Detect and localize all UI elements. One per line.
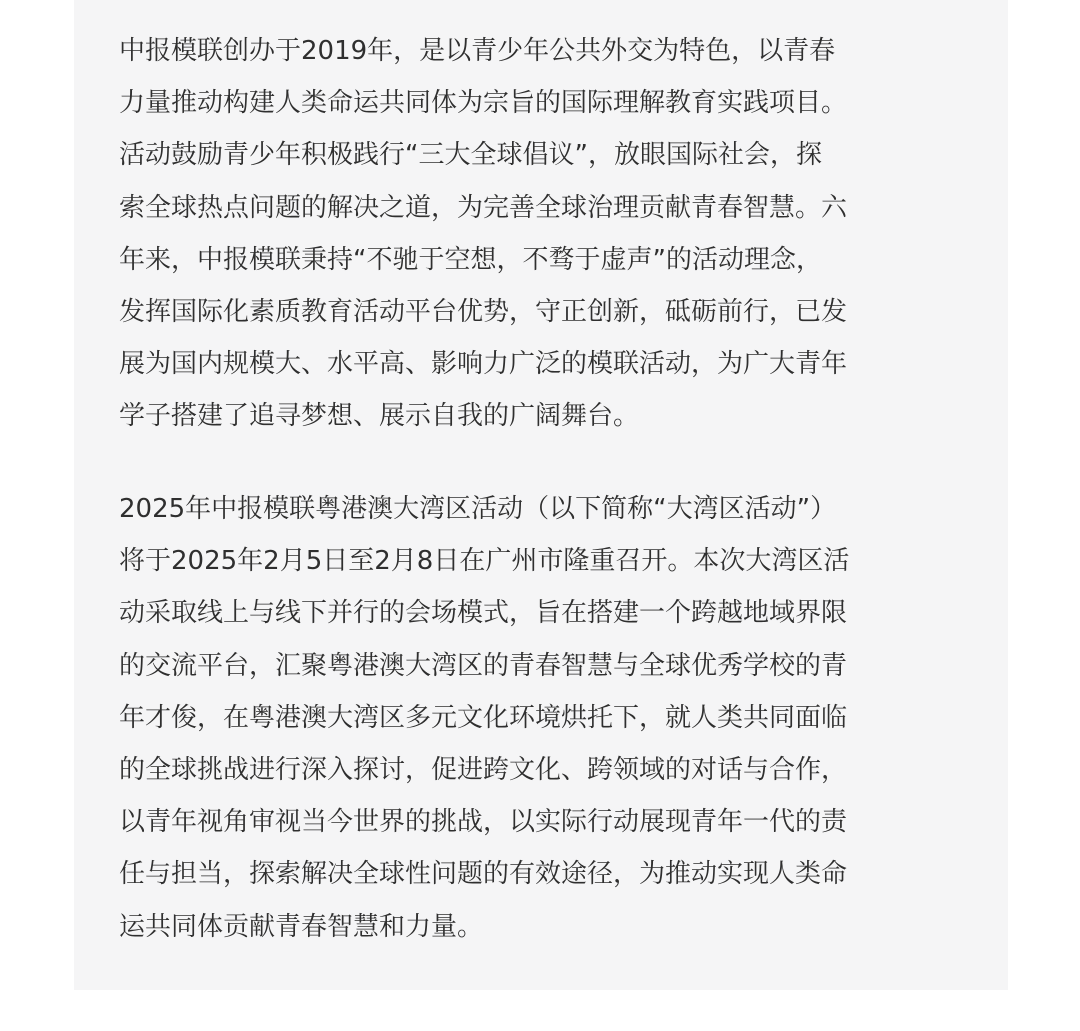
text-line: 发挥国际化素质教育活动平台优势，守正创新，砥砺前行，已发 (119, 297, 848, 328)
text-line: 动采取线上与线下并行的会场模式，旨在搭建一个跨越地域界限 (119, 598, 848, 629)
text-line: 的交流平台，汇聚粤港澳大湾区的青春智慧与全球优秀学校的青 (119, 650, 848, 681)
article-card (74, 0, 1008, 990)
text-line: 将于2025年2月5日至2月8日在广州市隆重召开。本次大湾区活 (119, 546, 850, 577)
text-line: 年来，中报模联秉持“不驰于空想，不骛于虚声”的活动理念， (119, 244, 822, 275)
text-line: 年才俊，在粤港澳大湾区多元文化环境烘托下，就人类共同面临 (119, 702, 848, 733)
paragraph-event (119, 483, 979, 953)
text-line: 运共同体贡献青春智慧和力量。 (119, 911, 484, 942)
text-line: 的全球挑战进行深入探讨，促进跨文化、跨领域的对话与合作， (119, 755, 848, 786)
text-line: 力量推动构建人类命运共同体为宗旨的国际理解教育实践项目。 (119, 88, 848, 119)
text-line: 以青年视角审视当今世界的挑战，以实际行动展现青年一代的责 (119, 807, 848, 838)
text-line: 展为国内规模大、水平高、影响力广泛的模联活动，为广大青年 (119, 349, 848, 380)
paragraph-intro (119, 25, 979, 443)
text-line: 索全球热点问题的解决之道，为完善全球治理贡献青春智慧。六 (119, 192, 848, 223)
text-line: 中报模联创办于2019年，是以青少年公共外交为特色，以青春 (119, 36, 836, 66)
text-line: 2025年中报模联粤港澳大湾区活动（以下简称“大湾区活动”） (119, 494, 837, 524)
text-line: 活动鼓励青少年积极践行“三大全球倡议”，放眼国际社会，探 (119, 140, 822, 171)
text-line: 任与担当，探索解决全球性问题的有效途径，为推动实现人类命 (119, 859, 848, 890)
text-line: 学子搭建了追寻梦想、展示自我的广阔舞台。 (119, 401, 640, 432)
